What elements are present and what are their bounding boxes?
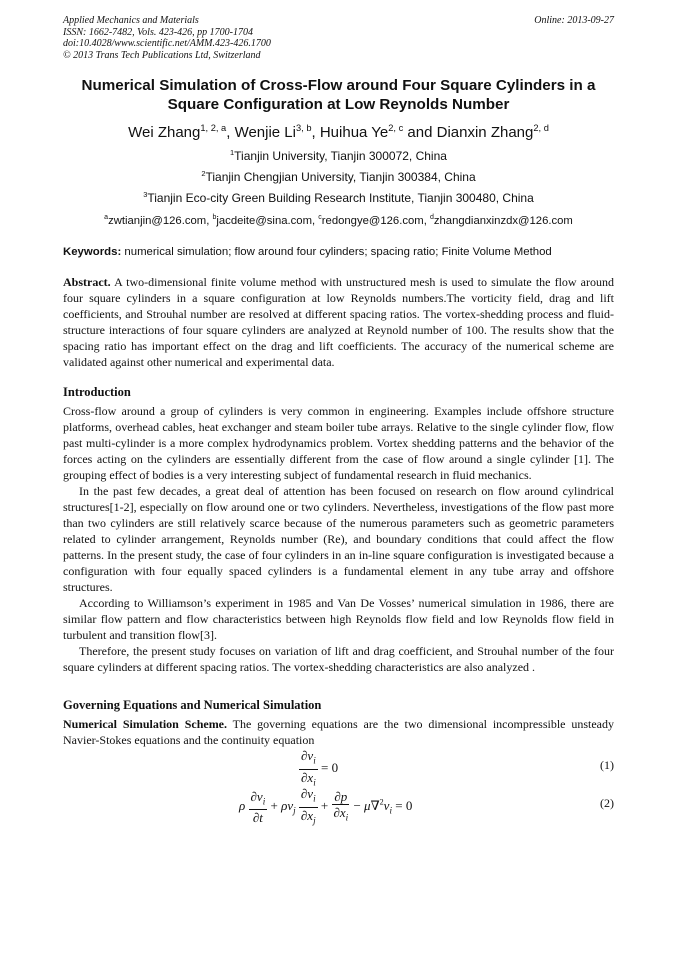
journal-name: Applied Mechanics and Materials [63,15,199,26]
intro-paragraph: In the past few decades, a great deal of attention has been focused on research on flow around cylindrical structures[1-2], especially on flow around one or two cylinders. Nevertheless, investigations of the flow past more than two cylinders are still relatively scarce because of the numerous parameters such as geometric parameters related to cylinder arrangement, Reynolds number (Re), and boundary conditions that could affect the flow patterns. In the present study, the case of four cylinders in an in-line square configuration is investigated because a configuration with four equally spaced cylinders is a fundamental element in any tube array and offshore structures. [63,484,614,594]
intro-paragraph: According to Williamson’s experiment in 1985 and Van De Vosses’ numerical simulation in 1986, there are similar flow pattern and flow characteristics between high Reynolds flow field and low Reynolds flow field in turbulent and transition flow[3]. [63,596,614,642]
equation-2 [63,786,614,824]
navier-stokes-equation: ρ $\frac{\partial v_i}{\partial t}$ + $\rho v_j$ $\frac{\partial v_i}{\partial x_j}$ + $\frac{\partial p}{\partial x_i}$ − $\mu\nabla^2v_i = 0$ [239,786,413,826]
keywords-text: numerical simulation; flow around four cylinders; spacing ratio; Finite Volume Method [121,246,552,258]
copyright-line: © 2013 Trans Tech Publications Ltd, Switzerland [63,49,261,61]
scheme-label: Numerical Simulation Scheme. [63,717,228,731]
email-list: $^a$zwtianjin@126.com, $^b$jacdeite@sina.com, $^c$redongye@126.com, $^d$zhangdianxinzdx@126.com [104,214,573,227]
scheme-text: The governing equations are the two dimensional incompressible unsteady Navier-Stokes equations and the continuity equation [63,717,614,747]
affiliation: $^2$Tianjin Chengjian University, Tianjin 300384, China [201,169,476,184]
equation-1 [63,748,614,786]
paper-page [63,15,614,824]
issn-line: ISSN: 1662-7482, Vols. 423-426, pp 1700-1704 [63,26,253,38]
author: Dianxin Zhang$^{2, d}$ [436,123,549,141]
email[interactable]: $^d$zhangdianxinzdx@126.com [429,214,573,227]
affiliation: $^3$Tianjin Eco-city Green Building Research Institute, Tianjin 300480, China [143,190,534,205]
keywords-label: Keywords: [63,246,122,258]
equation-number: (2) [600,796,614,810]
author-list [63,124,614,142]
abstract [63,274,614,370]
journal-info [63,15,271,61]
continuity-equation: $\frac{\partial v_i}{\partial x_i}$ = 0 [301,748,339,788]
section-heading-governing-equations: Governing Equations and Numerical Simulation [63,698,322,712]
equation-number: (1) [600,758,614,772]
intro-paragraph: Therefore, the present study focuses on variation of lift and drag coefficient, and Strouhal number of the four square cylinders at different spacing ratios. The vortex-shedding characteristics are also analyzed . [63,644,614,674]
title-line-2: Square Configuration at Low Reynolds Number [167,96,510,113]
abstract-label: Abstract. [63,275,111,289]
paper-title [63,76,614,114]
running-header [63,15,614,61]
online-date: Online: 2013-09-27 [534,15,614,26]
author: Huihua Ye$^{2, c}$ and [319,123,437,141]
abstract-text: A two-dimensional finite volume method with unstructured mesh is used to simulate the flow around four square cylinders in a square configuration at low Reynolds numbers.The vorticity field, drag and lift coefficients, and Strouhal number are resolved at different spacing ratios. The vortex-shedding process and fluid-structure interactions of four square cylinders are analyzed at Reynold number of 100. The results show that the spacing ratio has important effect on the drag and lift coefficients. The accuracy of the numerical scheme are validated against other numerical and experimental data. [63,275,614,369]
affiliation: $^1$Tianjin University, Tianjin 300072, China [230,148,447,163]
section-heading-introduction: Introduction [63,385,131,399]
author: Wei Zhang$^{1, 2, a}$, [128,123,235,141]
author: Wenjie Li$^{3, b}$, [234,123,320,141]
email[interactable]: $^a$zwtianjin@126.com [104,214,207,227]
keywords [63,245,614,259]
email[interactable]: $^b$jacdeite@sina.com [212,214,312,227]
email[interactable]: $^c$redongye@126.com [318,214,424,227]
title-line-1: Numerical Simulation of Cross-Flow around Four Square Cylinders in a [81,77,596,94]
intro-paragraph: Cross-flow around a group of cylinders is very common in engineering. Examples include offshore structure platforms, overhead cables, heat exchanger and steam boiler tube arrays. Relative to the single cylinder flow, flow past multi-cylinder is a more complex hydrodynamics problem. Vortex shedding patterns and the behavior of the forces acting on the cylinders are essentially different from the case of flow around a single cylinder [1]. The grouping effect of bodies is a very interesting subject of fundamental research in fluid mechanics. [63,404,614,482]
scheme-paragraph [63,716,614,748]
doi-line: doi:10.4028/www.scientific.net/AMM.423-426.1700 [63,38,271,49]
